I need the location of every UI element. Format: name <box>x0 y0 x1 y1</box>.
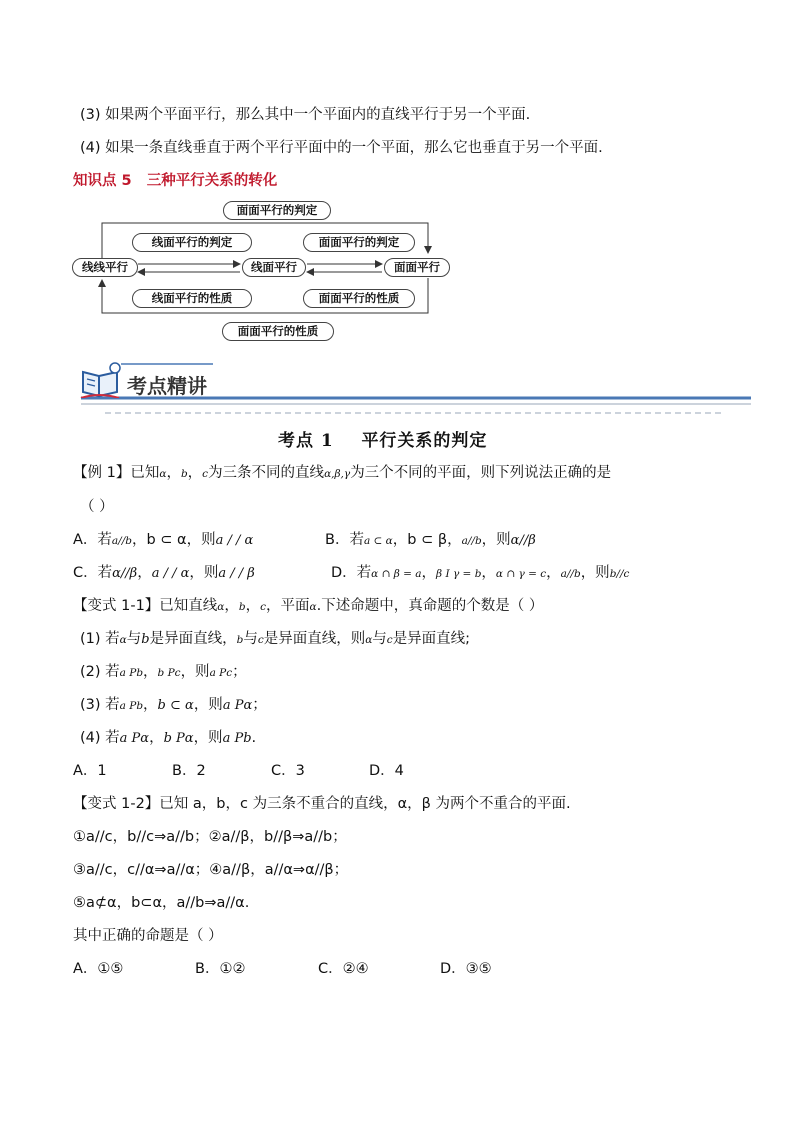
diagram-upper-right-label: 面面平行的判定 <box>303 233 415 252</box>
item-text: . <box>251 730 257 746</box>
option-text: ， <box>447 532 462 548</box>
item-text: 与 <box>126 631 142 647</box>
option-text: ， <box>421 565 437 581</box>
item-math: c <box>386 634 393 646</box>
option-math: α ∩ β = a <box>371 568 422 580</box>
variant2-option-c: C．②④ <box>318 961 369 977</box>
item-text: 是异面直线， <box>149 631 237 647</box>
option-label: D．若 <box>331 565 372 581</box>
item-text: ， <box>143 664 158 680</box>
item-text: 是异面直线，则 <box>263 631 366 647</box>
theorem-item-3: (3) 如果两个平面平行，那么其中一个平面内的直线平行于另一个平面. <box>80 107 531 123</box>
variant1-comma: ， <box>245 598 261 614</box>
variant2-stem: 【变式 1-2】已知 a，b，c 为三条不重合的直线，α，β 为两个不重合的平面. <box>73 796 571 812</box>
variant1-text: .下述命题中，真命题的个数是（ ） <box>316 598 544 614</box>
example1-var-c: c <box>202 468 209 480</box>
option-math: a//b <box>461 535 482 547</box>
example1-comma: ， <box>187 465 203 481</box>
item-math: a Pb <box>119 667 144 679</box>
variant1-item-4 <box>80 726 256 747</box>
option-text: ， <box>481 565 496 581</box>
diagram-left-node: 线线平行 <box>72 258 138 277</box>
example1-answer-paren: （ ） <box>80 499 114 515</box>
variant1-text: ，平面 <box>266 598 310 614</box>
diagram-right-node: 面面平行 <box>384 258 450 277</box>
item-math: b Pc <box>157 667 181 679</box>
item-math: b Pα <box>163 731 194 746</box>
section-heading <box>278 426 487 451</box>
item-math: b ⊂ α <box>157 698 194 713</box>
example1-option-a <box>73 528 253 549</box>
variant2-line-2: ③a//c，c//α⇒a//α；④a//β，a//α⇒α//β； <box>73 862 349 878</box>
diagram-lower-right-label: 面面平行的性质 <box>303 289 415 308</box>
option-text: ， <box>546 565 561 581</box>
variant1-prefix: 【变式 1-1】已知直线 <box>73 598 218 614</box>
knowledge-point-title: 三种平行关系的转化 <box>146 173 278 189</box>
example1-text: 为三条不同的直线 <box>208 465 325 481</box>
item-math: a Pα <box>222 698 253 713</box>
option-math: a / / α <box>215 533 254 548</box>
item-prefix: (1) 若 <box>80 631 120 647</box>
option-label: C．若 <box>73 565 113 581</box>
option-text: ， <box>137 565 152 581</box>
variant1-stem <box>73 594 543 615</box>
variant1-option-b: B．2 <box>172 763 206 779</box>
item-text: 与 <box>372 631 387 647</box>
variant1-option-d: D．4 <box>369 763 404 779</box>
option-label: B．若 <box>325 532 364 548</box>
item-text: ； <box>232 664 247 680</box>
example1-prefix: 【例 1】已知 <box>73 465 160 481</box>
variant2-option-b: B．①② <box>195 961 246 977</box>
example1-planes: α,β,γ <box>324 468 351 480</box>
option-math: a//b <box>111 535 132 547</box>
diagram-bottom-label: 面面平行的性质 <box>222 322 334 341</box>
item-text: ， <box>143 697 158 713</box>
option-text: ，b ⊂ β <box>392 532 448 548</box>
diagram-lower-left-label: 线面平行的性质 <box>132 289 252 308</box>
option-math: a / / β <box>218 566 255 581</box>
item-math: a Pb <box>119 700 144 712</box>
diagram-top-label: 面面平行的判定 <box>223 201 331 220</box>
diagram-center-node: 线面平行 <box>242 258 306 277</box>
variant1-comma: ， <box>224 598 239 614</box>
item-text: ，则 <box>193 730 223 746</box>
item-prefix: (3) 若 <box>80 697 120 713</box>
variant2-question: 其中正确的命题是（ ） <box>73 928 223 944</box>
option-text: ，b ⊂ α，则 <box>131 532 216 548</box>
item-math: α <box>365 634 373 646</box>
example1-var-a: α <box>159 468 167 480</box>
item-prefix: (2) 若 <box>80 664 120 680</box>
variant1-option-a: A．1 <box>73 763 107 779</box>
variant1-var: α <box>217 601 225 613</box>
item-prefix: (4) 若 <box>80 730 120 746</box>
variant1-item-1 <box>80 627 470 648</box>
knowledge-point-heading <box>73 169 277 190</box>
section-label: 考点 1 <box>278 431 334 451</box>
option-text: ，则 <box>189 565 219 581</box>
item-math: c <box>257 634 264 646</box>
example1-option-d <box>331 561 629 582</box>
option-math: a//b <box>560 568 581 580</box>
knowledge-point-label: 知识点 5 <box>73 173 132 189</box>
item-text: 是异面直线; <box>392 631 471 647</box>
book-icon <box>79 362 123 398</box>
item-math: a Pc <box>209 667 233 679</box>
example1-option-c <box>73 561 255 582</box>
variant1-item-2 <box>80 660 247 681</box>
variant1-var: c <box>260 601 267 613</box>
item-math: a Pα <box>119 731 150 746</box>
item-text: ， <box>149 730 164 746</box>
section-title: 平行关系的判定 <box>361 431 488 451</box>
variant2-line-1: ①a//c，b//c⇒a//b；②a//β，b//β⇒a//b； <box>73 829 347 845</box>
variant1-item-3 <box>80 693 267 714</box>
variant1-var: b <box>238 601 246 613</box>
theorem-item-4: (4) 如果一条直线垂直于两个平行平面中的一个平面，那么它也垂直于另一个平面. <box>80 140 603 156</box>
option-math: α//β <box>510 533 536 548</box>
item-math: b <box>236 634 244 646</box>
option-math: β I γ = b <box>436 568 482 580</box>
example1-comma: ， <box>166 465 181 481</box>
option-math: a / / α <box>151 566 190 581</box>
item-text: ，则 <box>180 664 210 680</box>
option-math: α ∩ γ = c <box>495 568 547 580</box>
parallel-relations-diagram <box>70 198 455 348</box>
option-text: ，则 <box>481 532 511 548</box>
item-text: ； <box>252 697 267 713</box>
variant1-var: α <box>309 601 317 613</box>
option-label: A．若 <box>73 532 112 548</box>
banner-title: 考点精讲 <box>127 374 207 398</box>
variant2-option-d: D．③⑤ <box>440 961 492 977</box>
example1-option-b <box>325 528 536 549</box>
section-banner <box>75 360 755 416</box>
example1-stem <box>73 461 611 482</box>
example1-var-b: b <box>180 468 188 480</box>
option-math: a ⊂ α <box>363 535 393 547</box>
variant1-option-c: C．3 <box>271 763 305 779</box>
item-math: α <box>119 634 127 646</box>
option-text: ，则 <box>580 565 610 581</box>
item-math: a Pb <box>222 731 252 746</box>
diagram-upper-left-label: 线面平行的判定 <box>132 233 252 252</box>
item-text: ，则 <box>193 697 223 713</box>
example1-text: 为三个不同的平面，则下列说法正确的是 <box>350 465 612 481</box>
item-math: b <box>141 632 150 647</box>
variant2-line-3: ⑤a⊄α，b⊂α，a//b⇒a//α. <box>73 895 250 911</box>
item-text: 与 <box>243 631 258 647</box>
option-math: α//β <box>112 566 138 581</box>
variant2-option-a: A．①⑤ <box>73 961 124 977</box>
option-math: b//c <box>609 568 630 580</box>
